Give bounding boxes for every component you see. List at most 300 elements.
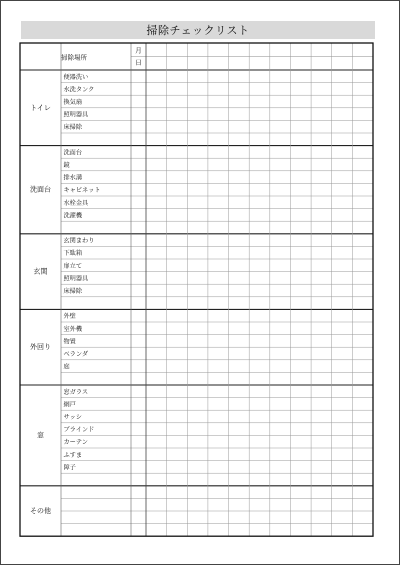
check-cell[interactable] (270, 158, 291, 171)
check-cell[interactable] (311, 524, 332, 537)
check-cell[interactable] (167, 259, 188, 272)
check-cell[interactable] (270, 246, 291, 259)
check-cell[interactable] (146, 272, 167, 285)
check-cell[interactable] (290, 498, 311, 511)
check-cell[interactable] (290, 435, 311, 448)
check-cell[interactable] (270, 196, 291, 209)
check-cell[interactable] (270, 461, 291, 474)
check-cell[interactable] (290, 448, 311, 461)
check-cell[interactable] (311, 347, 332, 360)
check-cell[interactable] (270, 259, 291, 272)
check-cell[interactable] (167, 309, 188, 322)
check-cell[interactable] (146, 120, 167, 133)
check-cell[interactable] (352, 498, 373, 511)
check-cell[interactable] (146, 83, 167, 96)
check-cell[interactable] (208, 309, 229, 322)
month-cell[interactable] (249, 43, 270, 57)
check-cell[interactable] (187, 486, 208, 499)
check-cell[interactable] (332, 133, 353, 146)
day-cell[interactable] (249, 57, 270, 71)
check-cell[interactable] (208, 221, 229, 234)
check-cell[interactable] (332, 524, 353, 537)
check-cell[interactable] (146, 196, 167, 209)
check-cell[interactable] (332, 95, 353, 108)
check-cell[interactable] (290, 120, 311, 133)
check-cell[interactable] (290, 398, 311, 411)
check-cell[interactable] (167, 146, 188, 159)
check-cell[interactable] (311, 410, 332, 423)
check-cell[interactable] (270, 486, 291, 499)
check-cell[interactable] (229, 259, 250, 272)
check-cell[interactable] (290, 108, 311, 121)
check-cell[interactable] (270, 511, 291, 524)
check-cell[interactable] (229, 95, 250, 108)
check-cell[interactable] (311, 171, 332, 184)
check-cell[interactable] (311, 486, 332, 499)
check-cell[interactable] (332, 196, 353, 209)
check-cell[interactable] (249, 360, 270, 373)
check-cell[interactable] (208, 108, 229, 121)
check-cell[interactable] (146, 435, 167, 448)
check-cell[interactable] (352, 284, 373, 297)
check-cell[interactable] (208, 146, 229, 159)
check-cell[interactable] (167, 360, 188, 373)
check-cell[interactable] (249, 410, 270, 423)
check-cell[interactable] (311, 423, 332, 436)
check-cell[interactable] (167, 221, 188, 234)
check-cell[interactable] (167, 473, 188, 486)
check-cell[interactable] (229, 146, 250, 159)
check-cell[interactable] (311, 120, 332, 133)
check-cell[interactable] (352, 221, 373, 234)
check-cell[interactable] (229, 398, 250, 411)
check-cell[interactable] (167, 120, 188, 133)
check-cell[interactable] (208, 120, 229, 133)
check-cell[interactable] (352, 171, 373, 184)
check-cell[interactable] (167, 83, 188, 96)
check-cell[interactable] (332, 171, 353, 184)
check-cell[interactable] (229, 83, 250, 96)
check-cell[interactable] (311, 498, 332, 511)
check-cell[interactable] (167, 511, 188, 524)
check-cell[interactable] (187, 322, 208, 335)
check-cell[interactable] (311, 158, 332, 171)
check-cell[interactable] (146, 108, 167, 121)
month-cell[interactable] (167, 43, 188, 57)
check-cell[interactable] (208, 95, 229, 108)
check-cell[interactable] (352, 322, 373, 335)
check-cell[interactable] (270, 133, 291, 146)
check-cell[interactable] (311, 309, 332, 322)
check-cell[interactable] (311, 133, 332, 146)
day-cell[interactable] (187, 57, 208, 71)
check-cell[interactable] (332, 360, 353, 373)
check-cell[interactable] (352, 360, 373, 373)
check-cell[interactable] (332, 309, 353, 322)
check-cell[interactable] (229, 158, 250, 171)
check-cell[interactable] (290, 246, 311, 259)
check-cell[interactable] (187, 435, 208, 448)
check-cell[interactable] (208, 133, 229, 146)
check-cell[interactable] (146, 473, 167, 486)
day-cell[interactable] (208, 57, 229, 71)
check-cell[interactable] (249, 95, 270, 108)
check-cell[interactable] (352, 385, 373, 398)
check-cell[interactable] (208, 461, 229, 474)
check-cell[interactable] (290, 183, 311, 196)
check-cell[interactable] (229, 272, 250, 285)
check-cell[interactable] (270, 372, 291, 385)
check-cell[interactable] (332, 246, 353, 259)
check-cell[interactable] (352, 423, 373, 436)
check-cell[interactable] (311, 297, 332, 310)
check-cell[interactable] (229, 183, 250, 196)
check-cell[interactable] (352, 196, 373, 209)
check-cell[interactable] (290, 410, 311, 423)
check-cell[interactable] (208, 385, 229, 398)
check-cell[interactable] (332, 435, 353, 448)
check-cell[interactable] (187, 120, 208, 133)
check-cell[interactable] (187, 309, 208, 322)
check-cell[interactable] (332, 70, 353, 83)
check-cell[interactable] (167, 196, 188, 209)
check-cell[interactable] (352, 473, 373, 486)
check-cell[interactable] (290, 309, 311, 322)
check-cell[interactable] (146, 309, 167, 322)
check-cell[interactable] (167, 108, 188, 121)
check-cell[interactable] (352, 70, 373, 83)
check-cell[interactable] (270, 423, 291, 436)
check-cell[interactable] (208, 423, 229, 436)
check-cell[interactable] (146, 259, 167, 272)
check-cell[interactable] (187, 335, 208, 348)
check-cell[interactable] (229, 133, 250, 146)
check-cell[interactable] (187, 284, 208, 297)
check-cell[interactable] (187, 234, 208, 247)
check-cell[interactable] (290, 272, 311, 285)
check-cell[interactable] (249, 158, 270, 171)
check-cell[interactable] (187, 259, 208, 272)
check-cell[interactable] (311, 70, 332, 83)
check-cell[interactable] (208, 209, 229, 222)
check-cell[interactable] (290, 196, 311, 209)
check-cell[interactable] (229, 335, 250, 348)
check-cell[interactable] (270, 360, 291, 373)
check-cell[interactable] (146, 322, 167, 335)
check-cell[interactable] (352, 133, 373, 146)
check-cell[interactable] (167, 335, 188, 348)
check-cell[interactable] (208, 246, 229, 259)
check-cell[interactable] (167, 423, 188, 436)
check-cell[interactable] (229, 511, 250, 524)
check-cell[interactable] (332, 511, 353, 524)
check-cell[interactable] (187, 360, 208, 373)
check-cell[interactable] (167, 70, 188, 83)
check-cell[interactable] (249, 473, 270, 486)
check-cell[interactable] (311, 322, 332, 335)
check-cell[interactable] (270, 498, 291, 511)
check-cell[interactable] (146, 423, 167, 436)
check-cell[interactable] (290, 486, 311, 499)
check-cell[interactable] (249, 133, 270, 146)
check-cell[interactable] (352, 410, 373, 423)
check-cell[interactable] (208, 335, 229, 348)
check-cell[interactable] (249, 372, 270, 385)
check-cell[interactable] (311, 83, 332, 96)
check-cell[interactable] (187, 448, 208, 461)
check-cell[interactable] (270, 209, 291, 222)
day-cell[interactable] (167, 57, 188, 71)
check-cell[interactable] (352, 398, 373, 411)
check-cell[interactable] (167, 209, 188, 222)
check-cell[interactable] (270, 297, 291, 310)
check-cell[interactable] (332, 423, 353, 436)
check-cell[interactable] (146, 448, 167, 461)
check-cell[interactable] (332, 385, 353, 398)
check-cell[interactable] (270, 524, 291, 537)
check-cell[interactable] (146, 158, 167, 171)
check-cell[interactable] (167, 385, 188, 398)
check-cell[interactable] (311, 221, 332, 234)
check-cell[interactable] (146, 398, 167, 411)
check-cell[interactable] (208, 448, 229, 461)
check-cell[interactable] (290, 360, 311, 373)
check-cell[interactable] (146, 171, 167, 184)
check-cell[interactable] (352, 158, 373, 171)
check-cell[interactable] (229, 423, 250, 436)
check-cell[interactable] (208, 284, 229, 297)
month-cell[interactable] (187, 43, 208, 57)
check-cell[interactable] (229, 196, 250, 209)
check-cell[interactable] (352, 335, 373, 348)
check-cell[interactable] (249, 435, 270, 448)
check-cell[interactable] (311, 435, 332, 448)
check-cell[interactable] (290, 158, 311, 171)
check-cell[interactable] (352, 511, 373, 524)
check-cell[interactable] (208, 272, 229, 285)
check-cell[interactable] (311, 108, 332, 121)
check-cell[interactable] (187, 70, 208, 83)
check-cell[interactable] (208, 524, 229, 537)
check-cell[interactable] (187, 158, 208, 171)
check-cell[interactable] (249, 524, 270, 537)
check-cell[interactable] (270, 322, 291, 335)
check-cell[interactable] (167, 461, 188, 474)
check-cell[interactable] (187, 209, 208, 222)
month-cell[interactable] (290, 43, 311, 57)
check-cell[interactable] (229, 246, 250, 259)
day-cell[interactable] (146, 57, 167, 71)
day-cell[interactable] (270, 57, 291, 71)
check-cell[interactable] (290, 171, 311, 184)
check-cell[interactable] (146, 486, 167, 499)
check-cell[interactable] (270, 95, 291, 108)
check-cell[interactable] (332, 108, 353, 121)
check-cell[interactable] (352, 259, 373, 272)
check-cell[interactable] (146, 461, 167, 474)
check-cell[interactable] (311, 398, 332, 411)
check-cell[interactable] (249, 209, 270, 222)
check-cell[interactable] (208, 158, 229, 171)
check-cell[interactable] (167, 410, 188, 423)
check-cell[interactable] (167, 322, 188, 335)
check-cell[interactable] (146, 410, 167, 423)
check-cell[interactable] (249, 146, 270, 159)
check-cell[interactable] (352, 146, 373, 159)
check-cell[interactable] (249, 196, 270, 209)
check-cell[interactable] (229, 322, 250, 335)
check-cell[interactable] (332, 83, 353, 96)
check-cell[interactable] (187, 511, 208, 524)
check-cell[interactable] (229, 385, 250, 398)
check-cell[interactable] (332, 272, 353, 285)
check-cell[interactable] (311, 246, 332, 259)
check-cell[interactable] (270, 435, 291, 448)
check-cell[interactable] (290, 372, 311, 385)
day-cell[interactable] (332, 57, 353, 71)
check-cell[interactable] (311, 183, 332, 196)
check-cell[interactable] (332, 473, 353, 486)
check-cell[interactable] (187, 108, 208, 121)
check-cell[interactable] (352, 435, 373, 448)
check-cell[interactable] (249, 486, 270, 499)
check-cell[interactable] (146, 498, 167, 511)
check-cell[interactable] (208, 196, 229, 209)
check-cell[interactable] (167, 272, 188, 285)
check-cell[interactable] (249, 498, 270, 511)
check-cell[interactable] (229, 524, 250, 537)
check-cell[interactable] (270, 83, 291, 96)
check-cell[interactable] (229, 448, 250, 461)
check-cell[interactable] (352, 83, 373, 96)
check-cell[interactable] (167, 347, 188, 360)
check-cell[interactable] (270, 335, 291, 348)
check-cell[interactable] (352, 524, 373, 537)
check-cell[interactable] (311, 335, 332, 348)
check-cell[interactable] (270, 448, 291, 461)
check-cell[interactable] (270, 398, 291, 411)
check-cell[interactable] (332, 486, 353, 499)
check-cell[interactable] (187, 461, 208, 474)
check-cell[interactable] (167, 234, 188, 247)
check-cell[interactable] (290, 511, 311, 524)
check-cell[interactable] (332, 259, 353, 272)
check-cell[interactable] (290, 70, 311, 83)
month-cell[interactable] (208, 43, 229, 57)
check-cell[interactable] (290, 385, 311, 398)
check-cell[interactable] (249, 385, 270, 398)
check-cell[interactable] (290, 297, 311, 310)
check-cell[interactable] (146, 524, 167, 537)
check-cell[interactable] (332, 284, 353, 297)
check-cell[interactable] (332, 221, 353, 234)
check-cell[interactable] (146, 70, 167, 83)
check-cell[interactable] (208, 234, 229, 247)
check-cell[interactable] (208, 360, 229, 373)
check-cell[interactable] (146, 146, 167, 159)
check-cell[interactable] (208, 473, 229, 486)
check-cell[interactable] (332, 158, 353, 171)
check-cell[interactable] (167, 448, 188, 461)
check-cell[interactable] (270, 284, 291, 297)
check-cell[interactable] (229, 284, 250, 297)
check-cell[interactable] (229, 171, 250, 184)
check-cell[interactable] (270, 272, 291, 285)
check-cell[interactable] (352, 372, 373, 385)
check-cell[interactable] (352, 461, 373, 474)
check-cell[interactable] (229, 372, 250, 385)
check-cell[interactable] (332, 498, 353, 511)
check-cell[interactable] (229, 498, 250, 511)
check-cell[interactable] (187, 183, 208, 196)
check-cell[interactable] (229, 309, 250, 322)
month-cell[interactable] (270, 43, 291, 57)
check-cell[interactable] (187, 297, 208, 310)
check-cell[interactable] (352, 95, 373, 108)
check-cell[interactable] (187, 221, 208, 234)
check-cell[interactable] (146, 284, 167, 297)
check-cell[interactable] (352, 448, 373, 461)
check-cell[interactable] (146, 209, 167, 222)
check-cell[interactable] (311, 196, 332, 209)
check-cell[interactable] (332, 335, 353, 348)
check-cell[interactable] (187, 398, 208, 411)
check-cell[interactable] (332, 398, 353, 411)
check-cell[interactable] (167, 284, 188, 297)
check-cell[interactable] (249, 108, 270, 121)
check-cell[interactable] (249, 347, 270, 360)
check-cell[interactable] (270, 473, 291, 486)
check-cell[interactable] (270, 234, 291, 247)
check-cell[interactable] (249, 246, 270, 259)
check-cell[interactable] (249, 70, 270, 83)
check-cell[interactable] (290, 284, 311, 297)
check-cell[interactable] (187, 423, 208, 436)
check-cell[interactable] (270, 410, 291, 423)
check-cell[interactable] (249, 448, 270, 461)
check-cell[interactable] (146, 246, 167, 259)
check-cell[interactable] (167, 297, 188, 310)
check-cell[interactable] (290, 133, 311, 146)
check-cell[interactable] (290, 524, 311, 537)
check-cell[interactable] (146, 347, 167, 360)
check-cell[interactable] (229, 486, 250, 499)
check-cell[interactable] (290, 209, 311, 222)
check-cell[interactable] (270, 347, 291, 360)
month-cell[interactable] (146, 43, 167, 57)
check-cell[interactable] (290, 322, 311, 335)
check-cell[interactable] (311, 284, 332, 297)
check-cell[interactable] (229, 209, 250, 222)
check-cell[interactable] (311, 209, 332, 222)
check-cell[interactable] (167, 372, 188, 385)
check-cell[interactable] (290, 146, 311, 159)
check-cell[interactable] (187, 83, 208, 96)
check-cell[interactable] (249, 423, 270, 436)
check-cell[interactable] (249, 461, 270, 474)
check-cell[interactable] (208, 259, 229, 272)
check-cell[interactable] (146, 372, 167, 385)
check-cell[interactable] (352, 120, 373, 133)
check-cell[interactable] (352, 209, 373, 222)
month-cell[interactable] (352, 43, 373, 57)
check-cell[interactable] (249, 398, 270, 411)
check-cell[interactable] (146, 221, 167, 234)
check-cell[interactable] (146, 511, 167, 524)
check-cell[interactable] (290, 335, 311, 348)
check-cell[interactable] (167, 435, 188, 448)
check-cell[interactable] (249, 183, 270, 196)
